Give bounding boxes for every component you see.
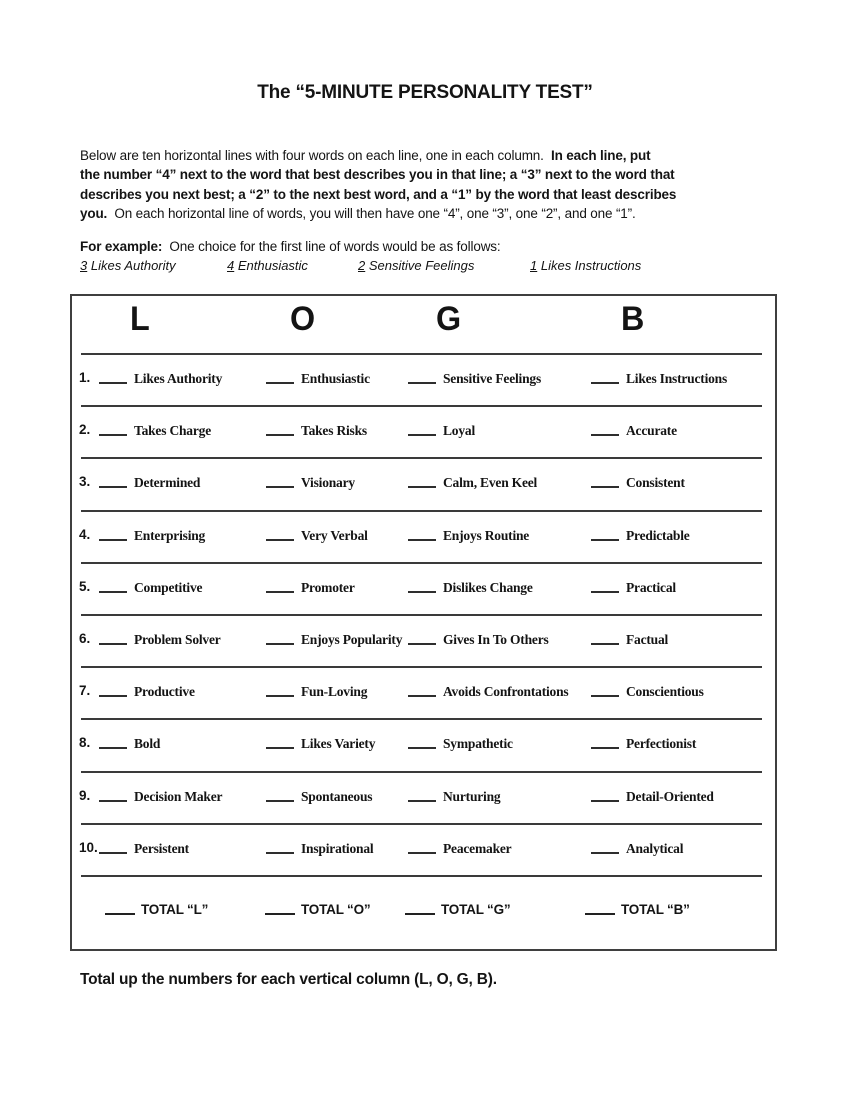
trait-word: Practical — [626, 580, 676, 595]
example-answer — [358, 258, 474, 273]
answer-cell — [591, 788, 714, 806]
answer-blank — [408, 693, 436, 697]
answer-blank — [266, 850, 294, 854]
example-heading — [80, 239, 501, 254]
total-blank — [265, 911, 295, 915]
trait-word: Promoter — [301, 580, 355, 595]
answer-blank — [408, 380, 436, 384]
trait-word: Peacemaker — [443, 841, 512, 856]
answer-blank — [591, 537, 619, 541]
total-label: TOTAL “O” — [301, 902, 371, 917]
example-answer-word: Sensitive Feelings — [365, 258, 475, 273]
instructions-paragraph — [80, 146, 780, 223]
table-row — [72, 771, 775, 823]
instructions-line — [80, 204, 780, 223]
answer-cell — [408, 683, 568, 701]
answer-blank — [591, 380, 619, 384]
answer-blank — [99, 693, 127, 697]
answer-blank — [266, 537, 294, 541]
trait-word: Productive — [134, 684, 195, 699]
trait-word: Visionary — [301, 475, 355, 490]
column-header-L: L — [130, 300, 149, 338]
answer-blank — [99, 432, 127, 436]
table-row — [72, 457, 775, 509]
answer-blank — [266, 745, 294, 749]
answer-cell — [99, 579, 202, 597]
trait-word: Bold — [134, 736, 161, 751]
trait-word: Persistent — [134, 841, 189, 856]
trait-word: Takes Risks — [301, 423, 367, 438]
trait-word: Fun-Loving — [301, 684, 368, 699]
answer-cell — [408, 579, 533, 597]
trait-word: Loyal — [443, 423, 476, 438]
total-cell-L — [105, 901, 208, 919]
answer-cell — [408, 422, 475, 440]
answer-cell — [99, 631, 221, 649]
trait-word: Takes Charge — [134, 423, 211, 438]
answer-cell — [591, 683, 704, 701]
answer-cell — [266, 579, 355, 597]
trait-word: Likes Variety — [301, 736, 376, 751]
answer-blank — [408, 432, 436, 436]
answer-cell — [99, 735, 160, 753]
answer-blank — [408, 745, 436, 749]
example-answer-word: Likes Authority — [87, 258, 176, 273]
answer-blank — [591, 850, 619, 854]
total-label: TOTAL “B” — [621, 902, 690, 917]
trait-word: Nurturing — [443, 789, 501, 804]
trait-word: Accurate — [626, 423, 677, 438]
answer-cell — [591, 422, 677, 440]
trait-word: Predictable — [626, 528, 690, 543]
table-row — [72, 405, 775, 457]
trait-word: Enterprising — [134, 528, 206, 543]
answer-blank — [408, 850, 436, 854]
row-number: 7. — [79, 683, 91, 698]
answer-cell — [408, 527, 529, 545]
trait-word: Spontaneous — [301, 789, 373, 804]
answer-cell — [266, 788, 372, 806]
total-cell-G — [405, 901, 510, 919]
answer-blank — [408, 484, 436, 488]
example-answer-word: Likes Instructions — [537, 258, 642, 273]
answer-cell — [591, 735, 696, 753]
total-blank — [405, 911, 435, 915]
answer-cell — [408, 735, 513, 753]
trait-word: Likes Authority — [134, 371, 223, 386]
instructions-text-bold: describes you next best; a “2” to the next best word, and a “1” by the word that least describes — [80, 186, 677, 202]
answer-cell — [591, 527, 690, 545]
answer-cell — [408, 788, 500, 806]
example-label: For example: — [80, 239, 163, 254]
example-answer — [227, 258, 308, 273]
instructions-line — [80, 185, 780, 204]
answer-blank — [266, 484, 294, 488]
row-number: 2. — [79, 422, 91, 437]
trait-word: Calm, Even Keel — [443, 475, 538, 490]
total-cell-O — [265, 901, 370, 919]
totals-row — [72, 875, 775, 947]
trait-word: Problem Solver — [134, 632, 221, 647]
column-header-G: G — [436, 300, 461, 338]
trait-word: Avoids Confrontations — [443, 684, 569, 699]
answer-blank — [266, 693, 294, 697]
trait-word: Enjoys Popularity — [301, 632, 403, 647]
table-row — [72, 614, 775, 666]
trait-word: Perfectionist — [626, 736, 697, 751]
answer-blank — [99, 380, 127, 384]
answer-cell — [266, 683, 367, 701]
instructions-text-bold: the number “4” next to the word that best describes you in that line; a “3” next to the word that — [80, 167, 675, 183]
trait-word: Factual — [626, 632, 669, 647]
example-answer-number: 1 — [530, 258, 538, 273]
answer-cell — [591, 840, 683, 858]
table-row — [72, 510, 775, 562]
row-number: 6. — [79, 631, 91, 646]
answer-blank — [591, 432, 619, 436]
answer-blank — [99, 641, 127, 645]
example-answer-number: 4 — [227, 258, 235, 273]
answer-cell — [408, 631, 549, 649]
answer-cell — [266, 474, 355, 492]
answer-blank — [408, 537, 436, 541]
instructions-line — [80, 165, 780, 184]
instructions-text: On each horizontal line of words, you will then have one “4”, one “3”, one “2”, and one “1”. — [107, 205, 636, 221]
answer-cell — [591, 370, 727, 388]
total-blank — [105, 911, 135, 915]
trait-word: Decision Maker — [134, 789, 223, 804]
example-answer-number: 2 — [358, 258, 366, 273]
answer-cell — [266, 735, 375, 753]
answer-blank — [591, 484, 619, 488]
trait-word: Enjoys Routine — [443, 528, 530, 543]
trait-word: Consistent — [626, 475, 685, 490]
answer-cell — [266, 422, 367, 440]
answer-blank — [266, 798, 294, 802]
trait-word: Conscientious — [626, 684, 704, 699]
trait-word: Detail-Oriented — [626, 789, 714, 804]
instructions-line — [80, 146, 780, 165]
trait-word: Gives In To Others — [443, 632, 549, 647]
answer-blank — [99, 537, 127, 541]
answer-cell — [99, 683, 195, 701]
trait-word: Sensitive Feelings — [443, 371, 542, 386]
answer-blank — [266, 432, 294, 436]
answer-cell — [408, 474, 537, 492]
answer-blank — [266, 641, 294, 645]
answer-blank — [591, 798, 619, 802]
table-row — [72, 666, 775, 718]
answer-blank — [99, 798, 127, 802]
answer-blank — [266, 380, 294, 384]
trait-word: Sympathetic — [443, 736, 513, 751]
answer-cell — [99, 527, 205, 545]
trait-word: Very Verbal — [301, 528, 368, 543]
row-number: 8. — [79, 735, 91, 750]
example-answer — [530, 258, 641, 273]
answer-blank — [99, 850, 127, 854]
total-label: TOTAL “L” — [141, 902, 209, 917]
column-header-O: O — [290, 300, 315, 338]
answer-blank — [266, 589, 294, 593]
answer-blank — [591, 641, 619, 645]
answer-cell — [408, 840, 511, 858]
answer-cell — [591, 631, 668, 649]
row-number: 1. — [79, 370, 91, 385]
example-answer-number: 3 — [80, 258, 88, 273]
answer-blank — [408, 589, 436, 593]
total-cell-B — [585, 901, 690, 919]
example-text: One choice for the first line of words would be as follows: — [162, 239, 501, 254]
answer-cell — [591, 579, 676, 597]
footer-instruction: Total up the numbers for each vertical column (L, O, G, B). — [80, 971, 497, 988]
answer-cell — [266, 370, 370, 388]
instructions-text-bold: you. — [80, 205, 108, 221]
example-answer — [80, 258, 176, 273]
answer-blank — [591, 693, 619, 697]
example-answer-word: Enthusiastic — [234, 258, 308, 273]
trait-word: Analytical — [626, 841, 684, 856]
answer-blank — [591, 589, 619, 593]
answer-cell — [591, 474, 685, 492]
page-title: The “5-MINUTE PERSONALITY TEST” — [257, 82, 593, 103]
trait-word: Determined — [134, 475, 201, 490]
answer-blank — [99, 745, 127, 749]
total-label: TOTAL “G” — [441, 902, 511, 917]
table-row — [72, 353, 775, 405]
answer-cell — [266, 631, 402, 649]
instructions-text: Below are ten horizontal lines with four words on each line, one in each column. — [80, 148, 551, 163]
answer-cell — [99, 422, 211, 440]
row-number: 5. — [79, 579, 91, 594]
trait-word: Competitive — [134, 580, 203, 595]
trait-word: Enthusiastic — [301, 371, 370, 386]
answer-blank — [99, 484, 127, 488]
answer-cell — [408, 370, 541, 388]
row-number: 4. — [79, 527, 91, 542]
trait-word: Dislikes Change — [443, 580, 533, 595]
answer-blank — [99, 589, 127, 593]
instructions-text-bold: In each line, put — [550, 148, 651, 163]
row-number: 3. — [79, 474, 91, 489]
column-header-B: B — [621, 300, 644, 338]
table-row — [72, 718, 775, 770]
answer-blank — [591, 745, 619, 749]
answer-cell — [99, 370, 222, 388]
example-answers-row — [0, 258, 850, 276]
answer-cell — [99, 474, 200, 492]
answer-cell — [266, 527, 368, 545]
answer-blank — [408, 641, 436, 645]
row-number: 10. — [79, 840, 98, 855]
total-blank — [585, 911, 615, 915]
answer-cell — [266, 840, 373, 858]
test-table — [70, 294, 777, 951]
row-number: 9. — [79, 788, 91, 803]
answer-cell — [99, 788, 222, 806]
trait-word: Likes Instructions — [626, 371, 728, 386]
trait-word: Inspirational — [301, 841, 374, 856]
table-row — [72, 823, 775, 875]
answer-cell — [99, 840, 189, 858]
answer-blank — [408, 798, 436, 802]
table-row — [72, 562, 775, 614]
